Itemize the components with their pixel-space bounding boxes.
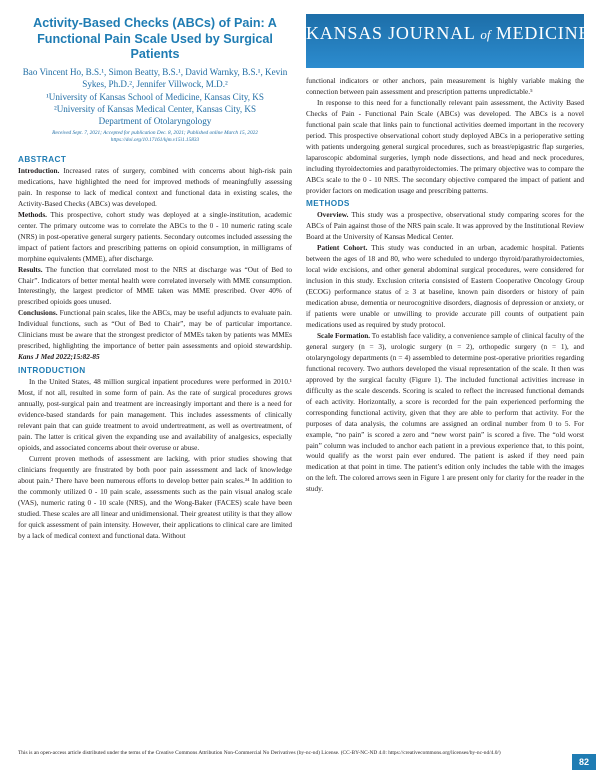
abstract-methods-text: This prospective, cohort study was deployed at a single-institution, academic center. The primary outcome was to correlate the ABCs to the 0 - 10 numeric rating scale (NRS) in post-operative general surgery patients. Secondary outcomes included assessing the impact of patient factors and prescribing patterns on opioid consumption, in milligrams of morphine equivalents (MME), after discharge. xyxy=(18,209,292,263)
abstract-methods xyxy=(18,210,292,265)
abstract-conclusions-text: Functional pain scales, like the ABCs, may be useful adjuncts to evaluate pain. Individual functions, such as “Out of Bed to Chair”, may be of particular importance. Clinicians must be aware that the strongest predictor of MMEs taken by patients was MMEs prescribed, highlighting the importance of better pain assessments and opioid stewardship. xyxy=(18,308,292,351)
introduction-paragraph-1: In the United States, 48 million surgical inpatient procedures were performed in 2010.¹ Most, if not all, resulted in some form of pain. As the rate of surgical procedures grows annually, post-surgical pain and treatment are increasingly important and there is a need for evidence-based standards for pain management. This includes assessments of clinically relevant pain that can guide treatment to avoid undertreatment, as well as overtreatment, of pain. The latter is critical given the expanding use and availability of analgesics, especially opioids, and associated concerns about their overuse or abuse. xyxy=(18,377,292,452)
authors: Bao Vincent Ho, B.S.¹, Simon Beatty, B.S.¹, David Warnky, B.S.¹, Kevin Sykes, Ph.D.², Jennifer Villwock, M.D.² xyxy=(22,66,288,90)
journal-name: KANSAS JOURNAL xyxy=(306,23,476,43)
article-title: Activity-Based Checks (ABCs) of Pain: A Functional Pain Scale Used by Surgical Patients xyxy=(33,16,277,62)
journal-logo xyxy=(306,22,591,46)
overview-text: This study was a prospective, observational study comparing scores for the ABCs of Pain against those of the NRS pain scale. It was approved by the Institutional Review Board at the University of Kansas Medical Center. xyxy=(306,210,584,242)
department: Department of Otolaryngology xyxy=(98,116,212,127)
license-footer: This is an open-access article distributed under the terms of the Creative Commons Attribution Non-Commercial No Derivatives (by-nc-nd) License. (CC-BY-NC-ND 4.0: https://creativecommons.org/licenses/by-nc-nd/4.0/) xyxy=(18,750,501,756)
page-number: 82 xyxy=(572,754,596,770)
abstract-conclusions xyxy=(18,308,292,363)
abstract-results xyxy=(18,265,292,309)
abstract-results-label: Results. xyxy=(18,264,43,274)
introduction-paragraph-2: Current proven methods of assessment are lacking, with prior studies showing that clinicians frequently are frustrated by both poor pain assessment and lack of knowledge about pain.² There have been numerous efforts to develop better pain scales.³⁴ In addition to the commonly utilized 0 - 10 pain scale, assessments such as the pain visual analog scale (VAS), numeric rating 0 - 10 scale (NRS), and the Wong-Baker (FACES) scale have been studied. These scales are all linear and unidimensional. Their greatest utility is that they allow for quick assessment of pain intensity. However, their applications to clinical care are limited by a lack of medical context and functional data. Without xyxy=(18,453,292,540)
right-column xyxy=(306,76,584,495)
abstract-introduction xyxy=(18,166,292,210)
introduction-heading: INTRODUCTION xyxy=(18,366,86,376)
journal-name-of: of xyxy=(480,27,491,42)
article-header xyxy=(18,16,292,144)
abstract-heading: ABSTRACT xyxy=(18,155,67,164)
methods-heading: METHODS xyxy=(306,199,350,209)
affiliation-1: ¹University of Kansas School of Medicine, Kansas City, KS xyxy=(46,91,264,102)
journal-masthead xyxy=(306,14,591,68)
abstract-results-text: The function that correlated most to the NRS at discharge was “Out of Bed to Chair”. Indicators of better mental health were correlated inversely with MME consumption. Interestingly, the largest predictor of MME taken was MME prescribed. Over 40% of prescribed opioids goes unused. xyxy=(18,264,292,307)
left-column xyxy=(18,152,292,541)
journal-name-sub: MEDICINE xyxy=(495,23,591,43)
methods-patient-cohort xyxy=(306,243,584,331)
abstract-conclusions-label: Conclusions. xyxy=(18,308,58,318)
methods-overview xyxy=(306,210,584,243)
introduction-paragraph-3: functional indicators or other anchors, pain measurement is highly variable making the connection between pain assessment and prescription patterns unpredictable.⁵ xyxy=(306,76,584,96)
abstract-methods-label: Methods. xyxy=(18,209,47,219)
author-list xyxy=(18,66,292,128)
abstract-intro-text: Increased rates of surgery, combined with concerns about high-risk pain medications, have highlighted the need for improved methods of meaningfully assessing pain. In response to lack of medical context and functional data in existing scales, the Activity-Based Checks (ABCs) was developed. xyxy=(18,166,292,208)
introduction-paragraph-4: In response to this need for a functionally relevant pain assessment, the Activity Based Checks of Pain - Functional Pain Scale (ABCs) was developed. The ABCs is a novel functional pain scale that links pain to functional activities deemed important in the recovery period. This prospective observational cohort study deployed ABCs in a perioperative setting with patients undergoing general surgical procedures, such as breast/epigastric flap surgeries, laparoscopic abdominal surgeries, lymph node dissections, and head and neck procedures, including thyroidectomies and parathyroidectomies. The primary objective was to compare the ABCs scale to the 0 - 10 NRS. The secondary objective compared the impact of patient and provider factors on medication usage and prescribing patterns. xyxy=(306,97,584,195)
affiliation-2: ²University of Kansas Medical Center, Kansas City, KS xyxy=(53,104,257,114)
scale-text: To establish face validity, a convenience sample of clinical faculty of the general surgery (n = 3), urologic surgery (n = 2), orthopedic surgery (n = 1), and otolaryngology departments (n = 4) assembled to determine post-operative priorities regarding functional recovery. Two authors developed the visual representation of the scale. It then was approved by the surgical faculty (Figure 1). The included functional activities increase in difficulty as the scale descends. Scoring is scaled to reflect the increased functional demands of each activity. Horizontally, a score is recorded for the pain experienced performing the corresponding functional activity, given that they are able to perform that activity. For the purposes of data analysis, the columns are assigned an ordinal number from 0 to 5. For example, “no pain” is scored a zero and “new worst pain” is scored a five. The “old worst pain” column was included to anchor each patient in a previous experience that, to this point, would qualify as the worst pain ever endured. The patient is asked if they need pain medication at that point in time. The patient’s edition only includes the table with the images on the left. The colored arrows seen in Figure 1 are present only for clarity for the reader in the study. xyxy=(306,330,584,494)
overview-label: Overview. xyxy=(317,210,349,220)
methods-scale-formation xyxy=(306,331,584,495)
doi-link[interactable]: https://doi.org/10.17161/kjm.v15i1.15833 xyxy=(110,137,200,144)
scale-label: Scale Formation. xyxy=(317,330,371,340)
cohort-label: Patient Cohort. xyxy=(317,243,368,253)
publication-dates xyxy=(18,130,292,144)
received-line: Received Sept. 7, 2021; Accepted for publication Dec. 8, 2021; Published online March 15, 2022 xyxy=(52,129,258,136)
cohort-text: This study was conducted in an urban, academic hospital. Patients between the ages of 18 and 80, who were scheduled to undergo thyroid/parathyroidectomies, local wide excisions, and other general abdominal surgical procedures, were considered for inclusion in this study. Exclusion criteria consisted of Eastern Cooperative Oncology Group (ECOG) performance status of ≥ 3 at baseline, known pain disorders or history of pain medication abuse, dementia or neurocognitive disorders, diagnosis of depression or anxiety, or if patients were unable or unwilling to provide accurate pill counts of outpatient pain medications used as required by study protocol. xyxy=(306,243,585,330)
abstract-intro-label: Introduction. xyxy=(18,166,60,175)
citation: Kans J Med 2022;15:82-85 xyxy=(18,352,100,362)
